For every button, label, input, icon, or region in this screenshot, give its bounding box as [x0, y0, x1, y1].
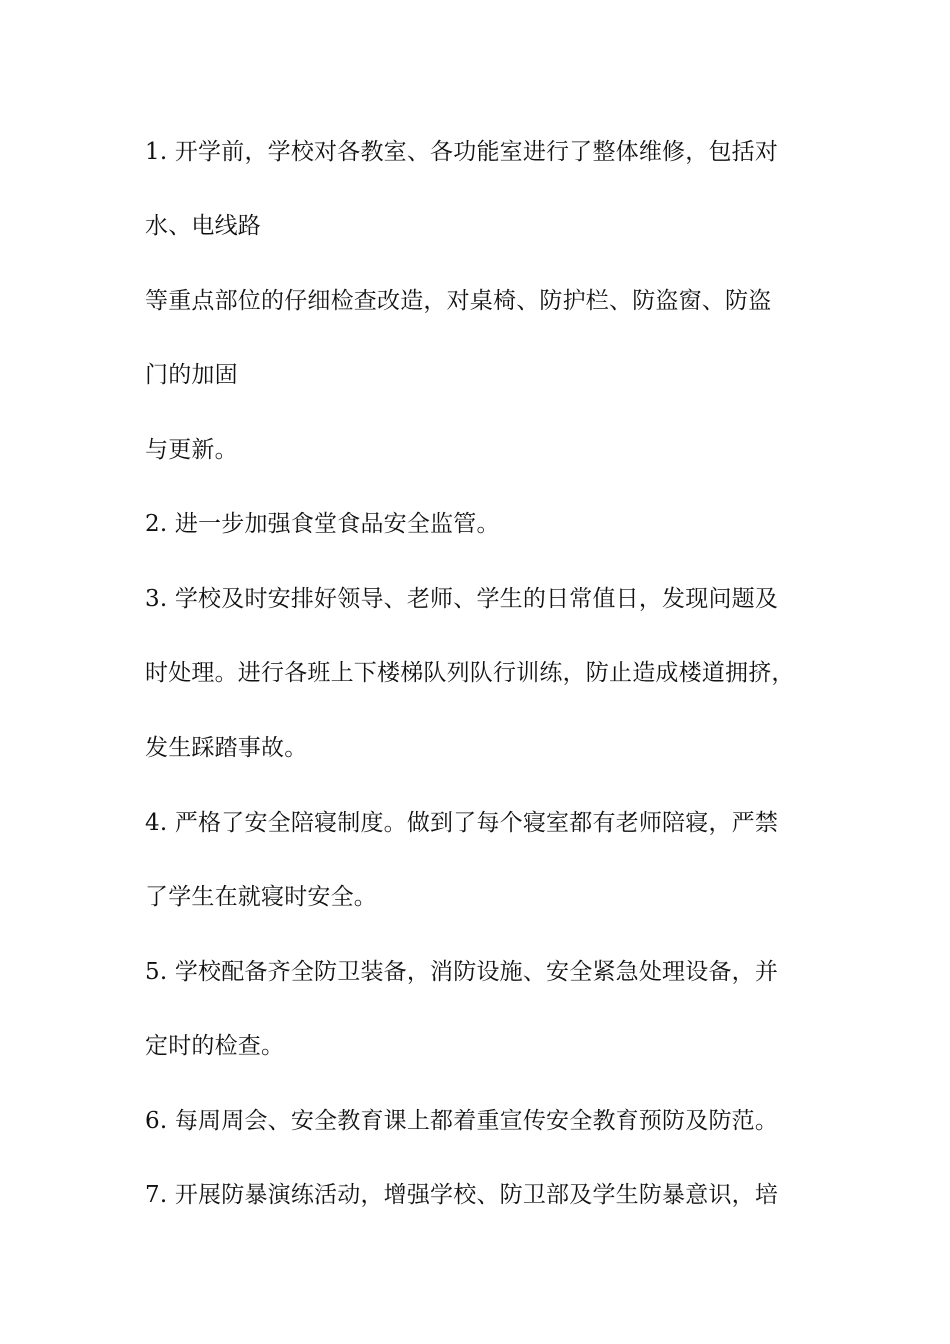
text-line-10: 4. 严格了安全陪寝制度。做到了每个寝室都有老师陪寝，严禁 — [145, 810, 779, 836]
text-line-3: 等重点部位的仔细检查改造，对桌椅、防护栏、防盗窗、防盗 — [145, 288, 772, 314]
text-line-11: 了学生在就寝时安全。 — [145, 884, 377, 910]
text-line-4: 门的加固 — [145, 362, 238, 388]
text-line-9: 发生踩踏事故。 — [145, 735, 308, 761]
text-line-7: 3. 学校及时安排好领导、老师、学生的日常值日，发现问题及 — [145, 586, 779, 612]
text-line-13: 定时的检查。 — [145, 1033, 285, 1059]
text-line-2: 水、电线路 — [145, 213, 261, 239]
text-line-15: 7. 开展防暴演练活动，增强学校、防卫部及学生防暴意识，培 — [145, 1182, 779, 1208]
text-line-6: 2. 进一步加强食堂食品安全监管。 — [145, 511, 500, 537]
text-line-1: 1. 开学前，学校对各教室、各功能室进行了整体维修，包括对 — [145, 139, 779, 165]
text-line-8: 时处理。进行各班上下楼梯队列队行训练，防止造成楼道拥挤， — [145, 660, 795, 686]
text-line-5: 与更新。 — [145, 437, 238, 463]
text-line-14: 6. 每周周会、安全教育课上都着重宣传安全教育预防及防范。 — [145, 1108, 779, 1134]
text-line-12: 5. 学校配备齐全防卫装备，消防设施、安全紧急处理设备，并 — [145, 959, 779, 985]
